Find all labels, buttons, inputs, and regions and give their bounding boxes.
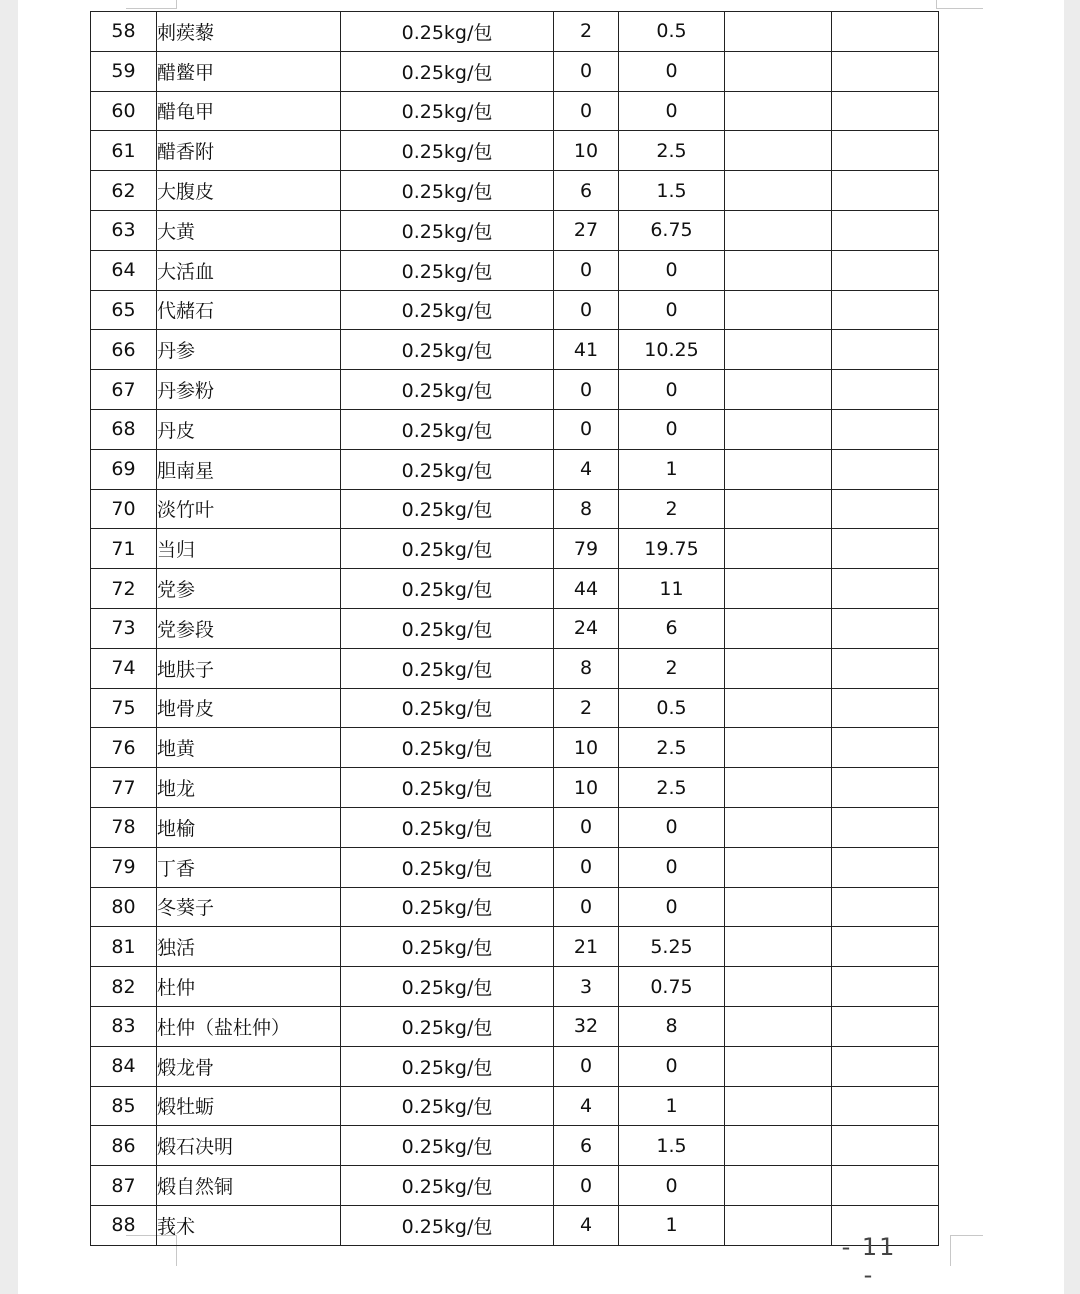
table-row [91,768,939,808]
weight: 2.5 [619,728,725,768]
weight: 0 [619,51,725,91]
quantity: 27 [554,210,619,250]
herb-name: 丁香 [157,847,341,887]
quantity: 0 [554,807,619,847]
herb-name: 代赭石 [157,290,341,330]
herb-name: 醋鳖甲 [157,51,341,91]
herb-name: 煅牡蛎 [157,1086,341,1126]
package-spec: 0.25kg/包 [341,330,554,370]
quantity: 10 [554,768,619,808]
blank-cell [725,1046,832,1086]
package-spec: 0.25kg/包 [341,1205,554,1245]
quantity: 6 [554,171,619,211]
package-spec: 0.25kg/包 [341,569,554,609]
blank-cell [832,210,939,250]
blank-cell [725,370,832,410]
herb-name: 党参 [157,569,341,609]
blank-cell [725,688,832,728]
table-row [91,171,939,211]
row-number: 62 [91,171,157,211]
row-number: 75 [91,688,157,728]
table-row [91,1126,939,1166]
blank-cell [832,171,939,211]
blank-cell [832,330,939,370]
blank-cell [725,648,832,688]
blank-cell [832,807,939,847]
blank-cell [725,927,832,967]
herb-name: 醋香附 [157,131,341,171]
package-spec: 0.25kg/包 [341,489,554,529]
weight: 0 [619,847,725,887]
blank-cell [832,131,939,171]
weight: 0 [619,887,725,927]
blank-cell [725,449,832,489]
blank-cell [832,1166,939,1206]
quantity: 8 [554,648,619,688]
weight: 0.5 [619,688,725,728]
blank-cell [725,290,832,330]
weight: 0 [619,1166,725,1206]
table-row [91,370,939,410]
weight: 0 [619,1046,725,1086]
table-row [91,131,939,171]
package-spec: 0.25kg/包 [341,449,554,489]
blank-cell [725,91,832,131]
blank-cell [832,449,939,489]
page-number: - 11 - [841,1233,897,1289]
quantity: 79 [554,529,619,569]
package-spec: 0.25kg/包 [341,1166,554,1206]
blank-cell [725,768,832,808]
package-spec: 0.25kg/包 [341,1046,554,1086]
package-spec: 0.25kg/包 [341,608,554,648]
blank-cell [832,768,939,808]
blank-cell [832,489,939,529]
row-number: 66 [91,330,157,370]
package-spec: 0.25kg/包 [341,1126,554,1166]
table-body [91,12,939,1246]
row-number: 65 [91,290,157,330]
row-number: 88 [91,1205,157,1245]
herb-name: 党参段 [157,608,341,648]
quantity: 0 [554,409,619,449]
weight: 1 [619,1086,725,1126]
herb-name: 丹参粉 [157,370,341,410]
weight: 0 [619,409,725,449]
table-row [91,569,939,609]
blank-cell [725,967,832,1007]
weight: 0 [619,290,725,330]
weight: 0 [619,370,725,410]
weight: 1.5 [619,1126,725,1166]
blank-cell [725,131,832,171]
herb-name: 胆南星 [157,449,341,489]
package-spec: 0.25kg/包 [341,171,554,211]
table-row [91,250,939,290]
row-number: 82 [91,967,157,1007]
package-spec: 0.25kg/包 [341,370,554,410]
quantity: 0 [554,847,619,887]
herb-name: 丹皮 [157,409,341,449]
crop-mark-bottom-right [950,1235,983,1266]
table-row [91,1205,939,1245]
blank-cell [725,210,832,250]
quantity: 44 [554,569,619,609]
row-number: 71 [91,529,157,569]
package-spec: 0.25kg/包 [341,290,554,330]
blank-cell [832,250,939,290]
quantity: 21 [554,927,619,967]
table-row [91,688,939,728]
weight: 19.75 [619,529,725,569]
weight: 2.5 [619,131,725,171]
weight: 0 [619,807,725,847]
table-row [91,847,939,887]
weight: 2 [619,489,725,529]
blank-cell [725,608,832,648]
blank-cell [832,409,939,449]
quantity: 0 [554,250,619,290]
quantity: 3 [554,967,619,1007]
herb-name: 大活血 [157,250,341,290]
blank-cell [725,51,832,91]
row-number: 73 [91,608,157,648]
blank-cell [832,1086,939,1126]
package-spec: 0.25kg/包 [341,12,554,52]
quantity: 0 [554,887,619,927]
blank-cell [725,1086,832,1126]
herb-name: 地龙 [157,768,341,808]
quantity: 4 [554,1205,619,1245]
table-row [91,648,939,688]
package-spec: 0.25kg/包 [341,927,554,967]
row-number: 74 [91,648,157,688]
table-row [91,12,939,52]
blank-cell [725,529,832,569]
blank-cell [725,1006,832,1046]
package-spec: 0.25kg/包 [341,1086,554,1126]
row-number: 78 [91,807,157,847]
package-spec: 0.25kg/包 [341,131,554,171]
row-number: 61 [91,131,157,171]
package-spec: 0.25kg/包 [341,409,554,449]
row-number: 63 [91,210,157,250]
herb-name: 煅龙骨 [157,1046,341,1086]
herb-name: 大黄 [157,210,341,250]
weight: 11 [619,569,725,609]
blank-cell [725,12,832,52]
row-number: 70 [91,489,157,529]
row-number: 86 [91,1126,157,1166]
quantity: 0 [554,91,619,131]
row-number: 59 [91,51,157,91]
blank-cell [832,847,939,887]
blank-cell [725,409,832,449]
blank-cell [832,1006,939,1046]
herb-name: 丹参 [157,330,341,370]
herb-name: 冬葵子 [157,887,341,927]
weight: 2 [619,648,725,688]
herb-name: 地骨皮 [157,688,341,728]
table-row [91,1006,939,1046]
row-number: 83 [91,1006,157,1046]
quantity: 2 [554,688,619,728]
quantity: 4 [554,1086,619,1126]
weight: 0 [619,250,725,290]
weight: 1.5 [619,171,725,211]
herb-name: 当归 [157,529,341,569]
package-spec: 0.25kg/包 [341,91,554,131]
quantity: 0 [554,51,619,91]
package-spec: 0.25kg/包 [341,529,554,569]
row-number: 87 [91,1166,157,1206]
package-spec: 0.25kg/包 [341,807,554,847]
blank-cell [832,887,939,927]
weight: 1 [619,1205,725,1245]
quantity: 6 [554,1126,619,1166]
herb-name: 醋龟甲 [157,91,341,131]
row-number: 67 [91,370,157,410]
herb-name: 煅自然铜 [157,1166,341,1206]
weight: 0.75 [619,967,725,1007]
package-spec: 0.25kg/包 [341,887,554,927]
table-row [91,51,939,91]
quantity: 10 [554,131,619,171]
table-row [91,1046,939,1086]
blank-cell [725,807,832,847]
quantity: 10 [554,728,619,768]
blank-cell [725,250,832,290]
row-number: 58 [91,12,157,52]
row-number: 77 [91,768,157,808]
blank-cell [725,171,832,211]
row-number: 79 [91,847,157,887]
blank-cell [725,330,832,370]
blank-cell [832,1046,939,1086]
crop-mark-top-right [936,0,983,9]
blank-cell [725,1126,832,1166]
quantity: 0 [554,370,619,410]
weight: 10.25 [619,330,725,370]
table-row [91,1086,939,1126]
blank-cell [832,529,939,569]
package-spec: 0.25kg/包 [341,967,554,1007]
quantity: 8 [554,489,619,529]
herb-name: 煅石决明 [157,1126,341,1166]
quantity: 24 [554,608,619,648]
blank-cell [832,370,939,410]
weight: 6 [619,608,725,648]
herb-name: 大腹皮 [157,171,341,211]
blank-cell [832,91,939,131]
blank-cell [832,569,939,609]
row-number: 69 [91,449,157,489]
quantity: 2 [554,12,619,52]
blank-cell [832,728,939,768]
weight: 8 [619,1006,725,1046]
row-number: 81 [91,927,157,967]
blank-cell [832,290,939,330]
blank-cell [725,1205,832,1245]
table-row [91,529,939,569]
blank-cell [725,569,832,609]
blank-cell [725,887,832,927]
weight: 5.25 [619,927,725,967]
package-spec: 0.25kg/包 [341,728,554,768]
weight: 0.5 [619,12,725,52]
table-row [91,210,939,250]
table-row [91,608,939,648]
blank-cell [832,967,939,1007]
blank-cell [832,927,939,967]
crop-mark-top-left [126,0,177,9]
blank-cell [832,648,939,688]
package-spec: 0.25kg/包 [341,648,554,688]
quantity: 32 [554,1006,619,1046]
table-row [91,967,939,1007]
table-row [91,449,939,489]
blank-cell [725,728,832,768]
herb-name: 地黄 [157,728,341,768]
row-number: 80 [91,887,157,927]
table-row [91,409,939,449]
table-row [91,887,939,927]
package-spec: 0.25kg/包 [341,768,554,808]
row-number: 68 [91,409,157,449]
table-row [91,1166,939,1206]
herb-name: 地榆 [157,807,341,847]
weight: 1 [619,449,725,489]
row-number: 64 [91,250,157,290]
herb-inventory-table [90,11,939,1246]
herb-name: 杜仲 [157,967,341,1007]
table-row [91,489,939,529]
herb-name: 淡竹叶 [157,489,341,529]
table-row [91,728,939,768]
table-row [91,330,939,370]
row-number: 84 [91,1046,157,1086]
table-row [91,807,939,847]
quantity: 0 [554,290,619,330]
quantity: 0 [554,1046,619,1086]
weight: 0 [619,91,725,131]
herb-name: 杜仲（盐杜仲） [157,1006,341,1046]
row-number: 76 [91,728,157,768]
row-number: 72 [91,569,157,609]
herb-name: 刺蒺藜 [157,12,341,52]
table-row [91,927,939,967]
weight: 6.75 [619,210,725,250]
row-number: 60 [91,91,157,131]
package-spec: 0.25kg/包 [341,210,554,250]
package-spec: 0.25kg/包 [341,847,554,887]
herb-name: 莪术 [157,1205,341,1245]
package-spec: 0.25kg/包 [341,1006,554,1046]
blank-cell [725,1166,832,1206]
herb-name: 独活 [157,927,341,967]
package-spec: 0.25kg/包 [341,250,554,290]
blank-cell [832,12,939,52]
weight: 2.5 [619,768,725,808]
package-spec: 0.25kg/包 [341,688,554,728]
herb-name: 地肤子 [157,648,341,688]
blank-cell [832,688,939,728]
quantity: 0 [554,1166,619,1206]
quantity: 41 [554,330,619,370]
blank-cell [832,1126,939,1166]
quantity: 4 [554,449,619,489]
blank-cell [725,847,832,887]
blank-cell [725,489,832,529]
blank-cell [832,51,939,91]
package-spec: 0.25kg/包 [341,51,554,91]
row-number: 85 [91,1086,157,1126]
blank-cell [832,608,939,648]
table-row [91,91,939,131]
table-row [91,290,939,330]
